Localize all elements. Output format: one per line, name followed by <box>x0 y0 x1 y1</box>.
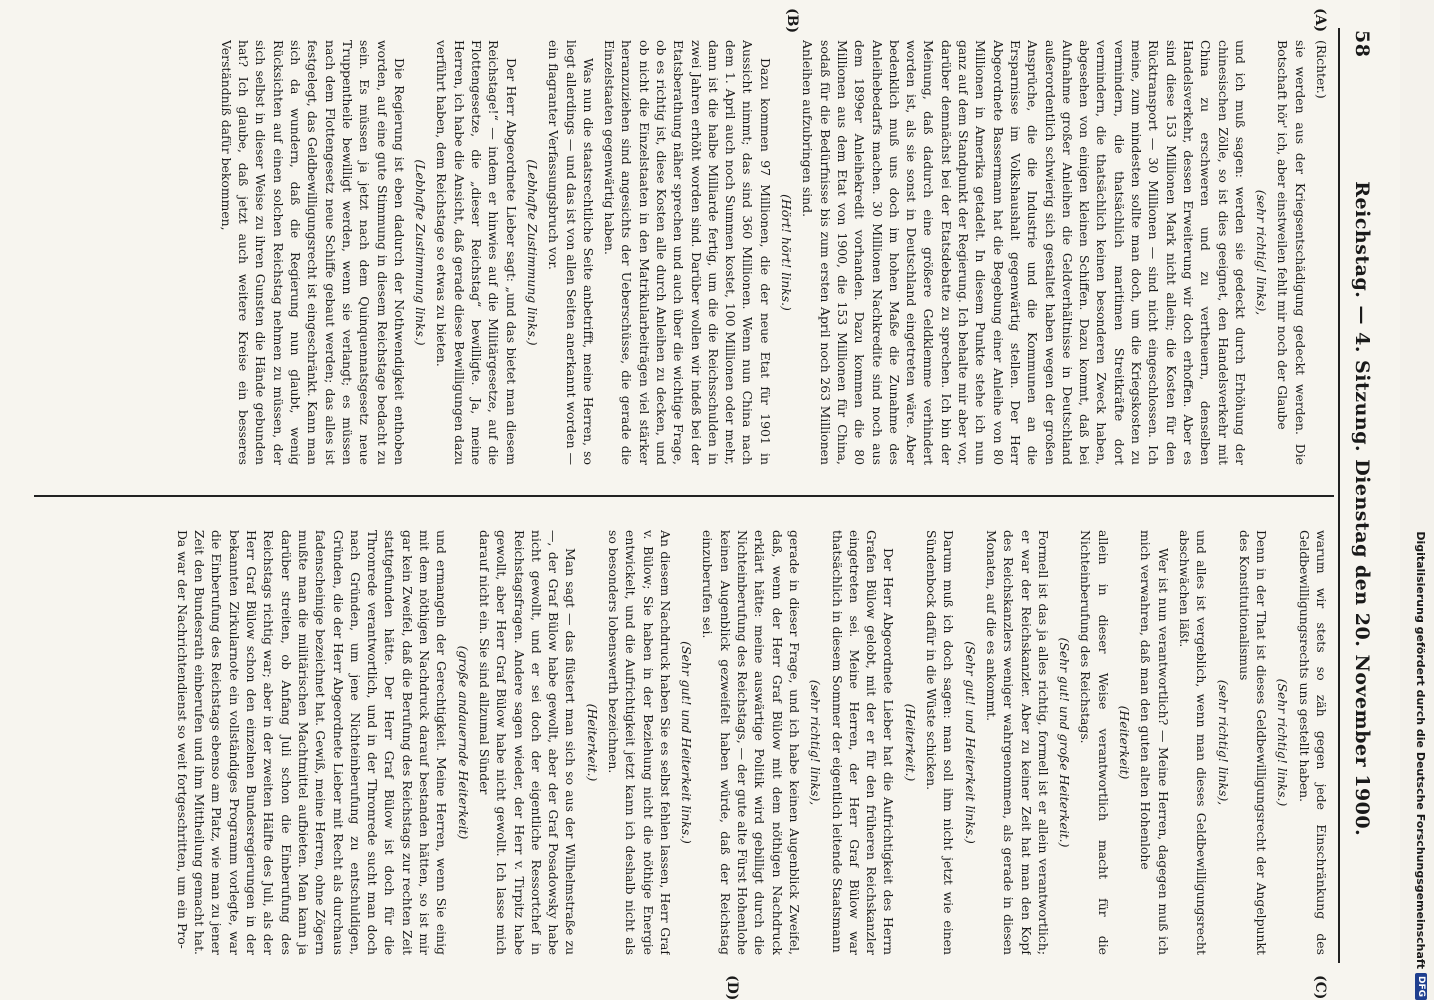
paragraph-continuation: und ermangeln der Gerechtigkeit. Meine Herren, wenn Sie einig mit dem nöthigen Nachdruck darauf bestanden hätten, so ist mir gar kein Zweifel, daß die Berufung des Reichstags zur rechten Zeit stattgefunden hätte. Der Herr Graf Bülow ist doch für die Thronrede verantwortlich, und in der Thronrede sucht man doch nach Gründen, um jene Nichteinberufung zu entschuldigen, Gründen, die der Herr Abgeordnete Lieber mit Recht als durchaus fadenscheinige bezeichnet hat. Gewiß, meine Herren, ohne Zögern mußte man die militärischen Machtmittel aufbieten. Man kann ja darüber streiten, ob Anfang Juli schon die Einberufung des Reichstags richtig war; aber in der zweiten Hälfte des Juli, als der Herr Graf Bülow schon den einzelnen Bundesregierungen in der bekannten Zirkularnote ein vollständiges Programm vorlegte, war die Einberufung des Reichstags ebenso am Platz, wie man zu jener Zeit den Bundesrath einberufen und ihm Mittheilung gemacht hat. Da war der Nachrichtendienst so weit fortgeschritten, um ein Pro- <box>174 530 450 955</box>
paragraph-continuation: allein in dieser Weise verantwortlich macht für die Nichteinberufung des Reichstags. <box>1078 530 1111 955</box>
interjection: (Heiterkeit) <box>1117 705 1133 780</box>
interjection: (Sehr gut! und Heiterkeit links.) <box>679 641 695 844</box>
interjection: (sehr richtig! links), <box>1215 679 1231 806</box>
left-column <box>40 40 1330 465</box>
running-title: Reichstag. — 4. Sitzung. Dienstag den 20. November 1900. <box>1351 181 1373 837</box>
interjection: (Sehr gut! und Heiterkeit links.) <box>962 641 978 844</box>
right-column <box>40 530 1330 955</box>
digitization-footer <box>1404 0 1434 1000</box>
paragraph-continuation: warum wir stets so zäh gegen jede Einschränkung des Geldbewilligungsrechts uns gestellt haben. <box>1296 530 1329 955</box>
paragraph-continuation: An diesem Nachdruck haben Sie es selbst fehlen lassen, Herr Graf v. Bülow; Sie haben in der Beziehung nicht die nöthige Energie entwickelt, und die Aufrichtigkeit jetzt kann ich deshalb nicht als so besonders lobenswerth bezeichnen. <box>606 530 673 955</box>
speaker-label: (Richter.) <box>1314 40 1329 99</box>
margin-mark-a: (A) <box>1312 8 1328 33</box>
interjection: (große andauernde Heiterkeit) <box>455 645 471 840</box>
paragraph: Der Herr Abgeordnete Lieber sagt: „und das bietet man diesem Reichstage!“ — indem er hinwies auf die Militärgesetze, auf die Flottengesetze, die „dieser Reichstag“ bewilligte. Ja, meine Herren, ich habe die Ansicht, daß gerade diese Bewilligungen dazu verführt haben, dem Reichstage so etwas zu bieten. <box>434 40 519 465</box>
paragraph-continuation: Darum muß ich doch sagen: man soll ihm nicht jetzt wie einen Sündenbock dafür in die Wüste schicken. <box>924 530 957 955</box>
interjection: (Hört! hört! links.) <box>779 194 795 311</box>
footer-credit: Digitalisierung gefördert durch die Deutsche Forschungsgemeinschaft <box>1414 531 1428 969</box>
paragraph: Die Regierung ist eben dadurch der Nothwendigkeit enthoben worden, auf eine gute Stimmung in diesem Reichstage bedacht zu sein. Es müssen ja jetzt nach dem Quinquennatsgesetz neue Truppentheile bewilligt werden, wenn sie verlangt; es müssen nach dem Flottengesetz neue Schiffe gebaut werden; das alles ist festgelegt, das Geldbewilligungsrecht ist eingeschränkt. Kann man sich da wundern, daß die Regierung nun glaubt, wenig Rücksichten auf einen solchen Reichstag nehmen zu müssen, der sich selbst in dieser Weise zu ihren Gunsten die Hände gebunden hat? Ich glaube, daß jetzt auch weitere Kreise ein besseres Verständniß dafür bekommen, <box>218 40 407 465</box>
page-number: 58 <box>1351 30 1373 58</box>
margin-mark-c: (C) <box>1312 975 1328 1000</box>
paragraph: Der Herr Abgeordnete Lieber hat die Aufrichtigkeit des Herrn Grafen Bülow gelobt, mit der er für den früheren Reichskanzler eingetreten sei. Meine Herren, der Herr Graf Bülow war thatsächlich in diesem Sommer der eigentlich leitende Staatsmann <box>829 530 897 955</box>
margin-mark-d: (D) <box>724 975 740 1000</box>
margin-mark-b: (B) <box>784 8 800 34</box>
paragraph-continuation: Formell ist das ja alles richtig, formell ist er allein verantwortlich; er war der Reichskanzler. Aber zu keiner Zeit hat man den Kopf des Reichskanzlers weniger wahrgenommen, als gerade in diesen Monaten, auf die es ankommt. <box>983 530 1051 955</box>
interjection: (Sehr gut! und große Heiterkeit.) <box>1057 637 1073 848</box>
interjection: (Lebhafte Zustimmung links.) <box>524 159 540 346</box>
paragraph-continuation: und alles ist vergeblich, wenn man dieses Geldbewilligungsrecht abschwächen läßt. <box>1176 530 1210 955</box>
header-rule <box>1338 28 1340 963</box>
interjection: (sehr richtig! links), <box>808 679 824 806</box>
column-divider <box>34 495 1334 497</box>
paragraph-continuation: sie werden aus der Kriegsentschädigung gedeckt werden. Die Botschaft hör' ich, aber einstweilen fehlt mir noch der Glaube <box>1275 40 1308 465</box>
page-header <box>1344 30 1380 960</box>
interjection: (Heiterkeit.) <box>902 703 918 782</box>
interjection: (Lebhafte Zustimmung links.) <box>413 159 429 346</box>
paragraph: Wer ist nun verantwortlich? — Meine Herren, dagegen muß ich mich verwahren, daß man den guten alten Hohenlohe <box>1138 530 1171 955</box>
interjection: (sehr richtig! links), <box>1254 189 1270 316</box>
paragraph: Was nun die staatsrechtliche Seite anbetrifft, meine Herren, so liegt allerdings — und das ist von allen Seiten anerkannt worden — ein flagranter Verfassungsbruch vor. <box>546 40 596 465</box>
paragraph-continuation: und ich muß sagen: werden sie gedeckt durch Erhöhung der chinesischen Zölle, so ist dies geeignet, den Handelsverkehr mit China zu erschweren und zu vertheuern, denselben Handelsverkehr, dessen Erweiterung wir doch erhoffen. Aber es sind diese 153 Millionen Mark nicht allein; die Kosten für den Rücktransport — 30 Millionen — sind nicht eingeschlossen. Ich meine, zum mindesten sollte man doch, um die Kriegskosten zu vermindern, die thatsächlich maritimen Streitkräfte dort vermindern, die thatsächlich keinen besonderen Zweck haben, abgesehen von einigen kleinen Schiffen. Dazu kommt, daß bei Aufnahme großer Anleihen die Geldverhältnisse in Deutschland außerordentlich schwierig sich gestaltet haben wegen der großen Ansprüche, die die Industrie und die Kommunen an die Ersparnisse im Volkshaushalt gegenwärtig stellen. Der Herr Abgeordnete Bassermann hat die Begebung einer Anleihe von 80 Millionen in Amerika getadelt. In diesem Punkte stehe ich nun ganz auf dem Standpunkt der Regierung. Ich behalte mir aber vor, darüber demnächst bei der Etatsdebatte zu sprechen. Ich bin der Meinung, daß dadurch eine größere Geldklemme verhindert worden ist, als sie sonst in Deutschland eingetreten wäre. Aber bedenklich muß uns doch im hohen Maße die Zunahme des Anleihebedarfs machen. 30 Millionen Nachkredite sind noch aus dem 1899er Anleihekredit vorhanden. Dazu kommen die 80 Millionen aus dem Etat von 1900, die 153 Millionen für China, sodaß für die Bedürfnisse bis zum ersten April noch 263 Millionen Anleihen aufzubringen sind. <box>800 40 1248 465</box>
dfg-logo: DFG <box>1415 973 1427 1000</box>
interjection: (Heiterkeit.) <box>584 703 600 782</box>
paragraph: Dazu kommen 97 Millionen, die der neue Etat für 1901 in Aussicht nimmt; das sind 360 Millionen. Wenn nun China nach dem 1. April auch noch Summen kostet, 100 Millionen oder mehr, dann ist die halbe Milliarde fertig, um die die Reichsschulden in zwei Jahren erhöht worden sind. Darüber wollen wir indeß bei der Etatsberathung näher sprechen und auch über die wichtige Frage, ob es richtig ist, diese Kosten alle durch Anleihen zu decken, und ob nicht die Einzelstaaten in den Matrikularbeiträgen viel stärker heranzuziehen sind angesichts der Ueberschüsse, die gerade die Einzelstaaten gegenwärtig haben. <box>602 40 773 465</box>
paragraph-continuation: Denn in der That ist dieses Geldbewilligungsrecht der Angelpunkt des Konstitutionalismus <box>1236 530 1270 955</box>
paragraph: Man sagt — das flüstert man sich so aus der Wilhelmstraße zu —, der Graf Bülow habe gewollt, aber der Graf Posadowsky habe nicht gewollt, und er sei doch der eigentliche Ressortchef in Reichstagsfragen. Andere sagen wieder, der Herr v. Tirpitz habe gewollt, aber Herr Graf Bülow habe nicht gewollt. Ich lasse mich darauf nicht ein. Sie sind allzumal Sünder <box>476 530 579 955</box>
interjection: (Sehr richtig! links.) <box>1275 678 1291 807</box>
paragraph-continuation: gerade in dieser Frage, und ich habe keinen Augenblick Zweifel, daß, wenn der Herr Graf Bülow mit dem nöthigen Nachdruck erklärt hätte: meine auswärtige Politik wird gebilligt durch die Nichteinberufung des Reichstags, — der gute alte Fürst Hohenlohe keinen Augenblick gezweifelt haben würde, daß der Reichstag einzuberufen sei. <box>700 530 802 955</box>
